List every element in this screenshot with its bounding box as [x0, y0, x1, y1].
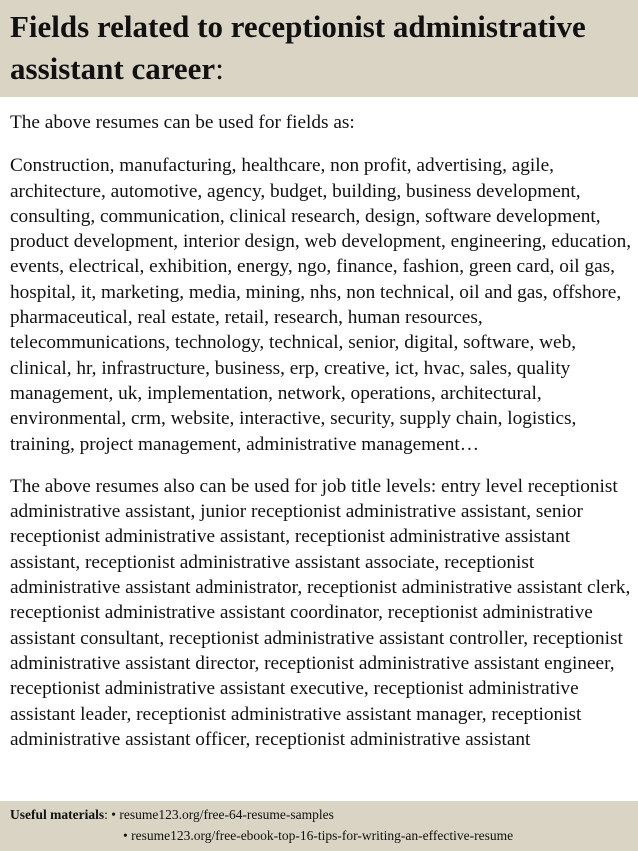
- bullet-icon: •: [111, 807, 116, 822]
- page-title-text: Fields related to receptionist administrative assistant career: [10, 9, 586, 86]
- ebook-tips-link[interactable]: resume123.org/free-ebook-top-16-tips-for-writing-an-effective-resume: [131, 828, 514, 843]
- body-content: [10, 110, 634, 752]
- bullet-icon: •: [123, 828, 128, 843]
- useful-materials-footer: [0, 801, 638, 851]
- fields-paragraph: Construction, manufacturing, healthcare, non profit, advertising, agile, architecture, automotive, agency, budget, building, business development, consulting, communication, clinical research, design, software development, product development, interior design, web development, engineering, education, events, electrical, exhibition, energy, ngo, finance, fashion, green card, oil gas, hospital, it, marketing, media, mining, nhs, non technical, oil and gas, offshore, pharmaceutical, real estate, retail, research, human resources, telecommunications, technology, technical, senior, digital, software, web, clinical, hr, infrastructure, business, erp, creative, ict, hvac, sales, quality management, uk, implementation, network, operations, architectural, environmental, crm, website, interactive, security, supply chain, logistics, training, project management, administrative management…: [10, 155, 632, 455]
- useful-materials-colon: :: [104, 807, 108, 822]
- footer-row-1: [10, 805, 334, 825]
- footer-row-2: [123, 826, 513, 846]
- title-band: [0, 0, 638, 97]
- job-levels-paragraph: The above resumes also can be used for job title levels: entry level receptionist administrative assistant, junior receptionist administrative assistant, senior receptionist administrative assistant, receptionist administrative assistant assistant, receptionist administrative assistant associate, receptionist administrative assistant administrator, receptionist administrative assistant clerk, receptionist administrative assistant coordinator, receptionist administrative assistant consultant, receptionist administrative assistant controller, receptionist administrative assistant director, receptionist administrative assistant engineer, receptionist administrative assistant executive, receptionist administrative assistant leader, receptionist administrative assistant manager, receptionist administrative assistant officer, receptionist administrative assistant: [10, 475, 631, 750]
- resume-samples-link[interactable]: resume123.org/free-64-resume-samples: [119, 807, 334, 822]
- useful-materials-label: Useful materials: [10, 807, 105, 822]
- intro-paragraph: The above resumes can be used for fields as:: [10, 112, 355, 133]
- page-title-colon: :: [215, 51, 224, 86]
- page-title: [10, 6, 634, 90]
